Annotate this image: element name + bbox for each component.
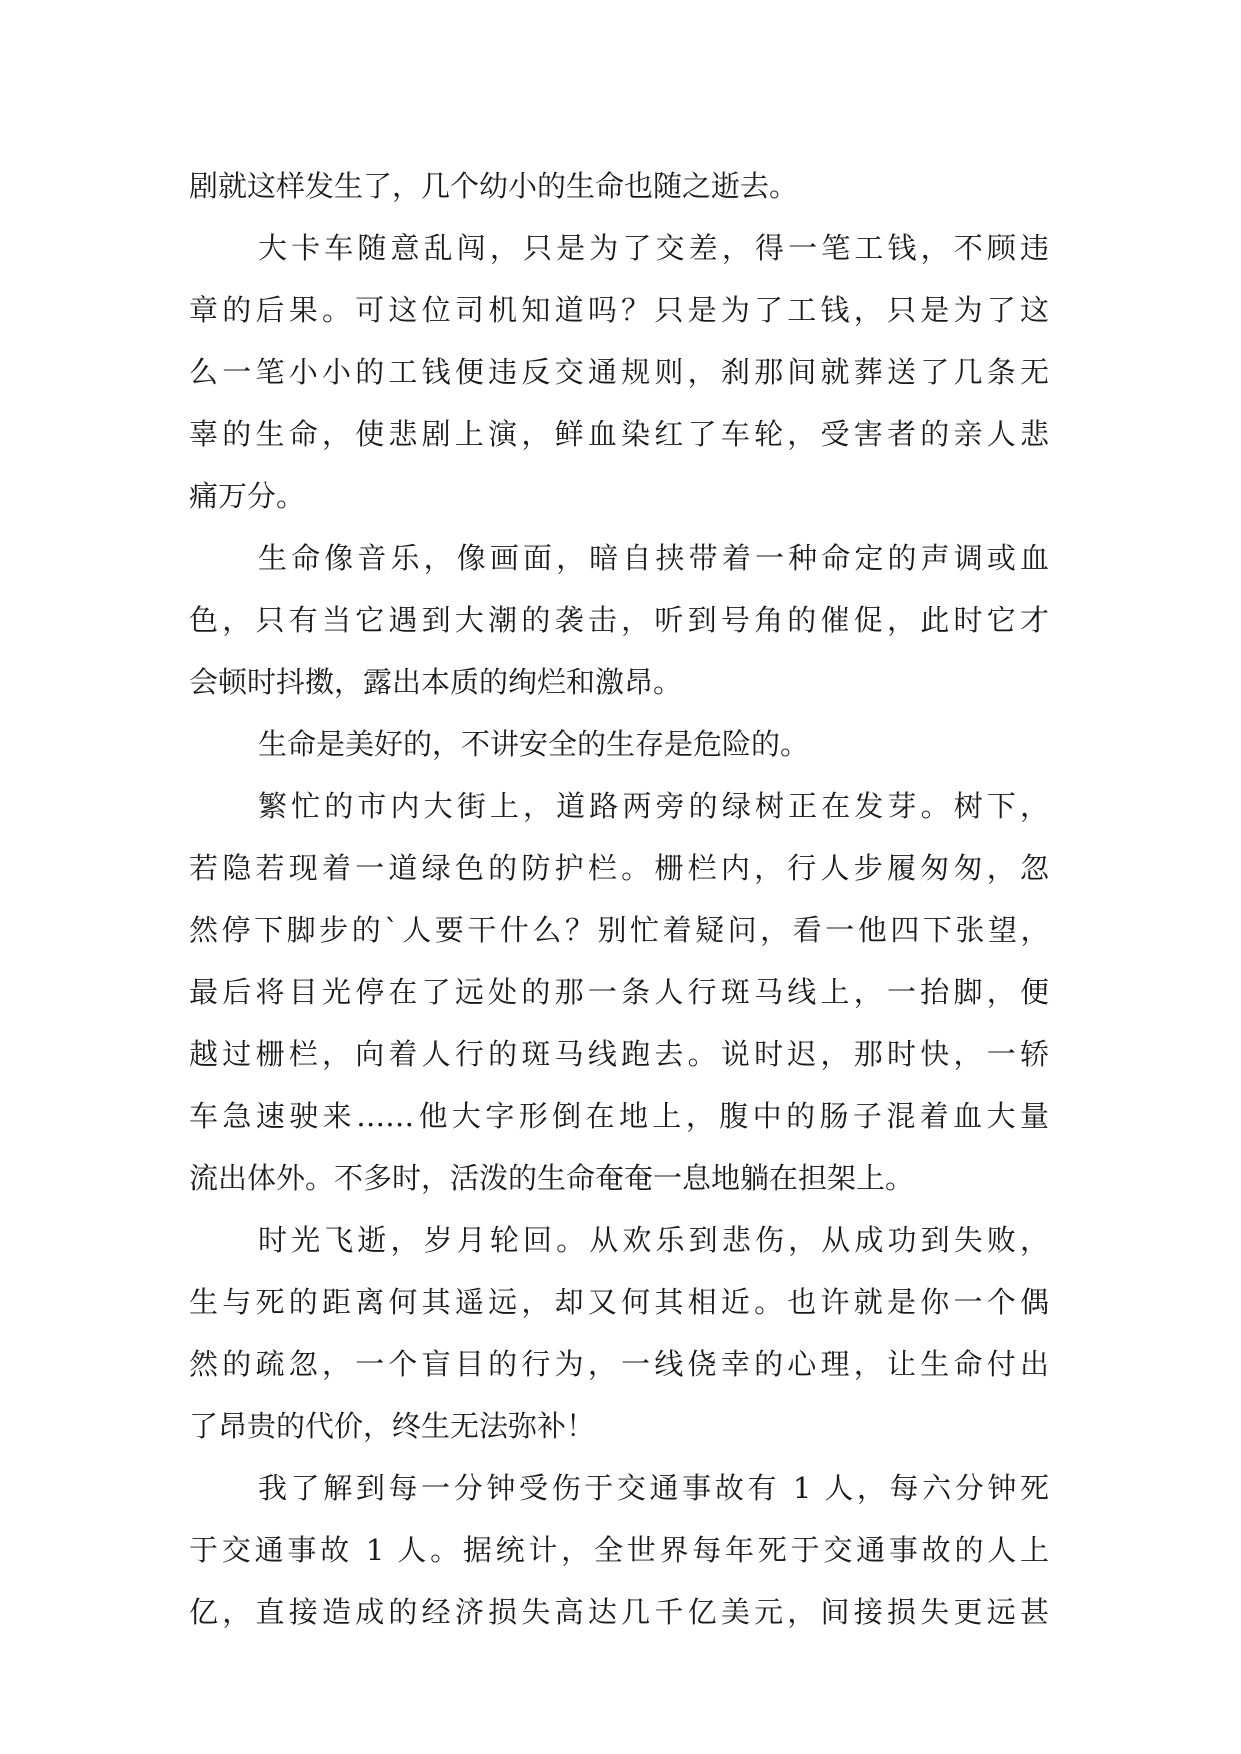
text-line: 越过栅栏，向着人行的斑马线跑去。说时迟，那时快，一轿 — [189, 1037, 1049, 1071]
text-line: 痛万分。 — [189, 479, 306, 513]
text-line: 亿，直接造成的经济损失高达几千亿美元，间接损失更远甚 — [189, 1595, 1049, 1629]
text-line: 时光飞逝，岁月轮回。从欢乐到悲伤，从成功到失败， — [258, 1223, 1049, 1257]
text-line: 车急速驶来……他大字形倒在地上，腹中的肠子混着血大量 — [189, 1099, 1049, 1133]
text-line: 生与死的距离何其遥远，却又何其相近。也许就是你一个偶 — [189, 1285, 1049, 1319]
text-line: 流出体外。不多时，活泼的生命奄奄一息地躺在担架上。 — [189, 1161, 915, 1195]
text-line: 我了解到每一分钟受伤于交通事故有 1 人，每六分钟死 — [258, 1471, 1049, 1505]
text-line: 生命像音乐，像画面，暗自挟带着一种命定的声调或血 — [258, 541, 1049, 575]
text-line: 章的后果。可这位司机知道吗？只是为了工钱，只是为了这 — [189, 293, 1049, 327]
text-line: 会顿时抖擞，露出本质的绚烂和激昂。 — [189, 665, 683, 699]
text-line: 辜的生命，使悲剧上演，鲜血染红了车轮，受害者的亲人悲 — [189, 417, 1049, 451]
document-body — [189, 155, 1049, 1643]
text-line: 繁忙的市内大街上，道路两旁的绿树正在发芽。树下， — [258, 789, 1049, 823]
text-line: 于交通事故 1 人。据统计，全世界每年死于交通事故的人上 — [189, 1533, 1049, 1567]
text-line: 最后将目光停在了远处的那一条人行斑马线上，一抬脚，便 — [189, 975, 1049, 1009]
text-line: 了昂贵的代价，终生无法弥补！ — [189, 1409, 596, 1443]
text-line: 然的疏忽，一个盲目的行为，一线侥幸的心理，让生命付出 — [189, 1347, 1049, 1381]
text-line: 大卡车随意乱闯，只是为了交差，得一笔工钱，不顾违 — [258, 231, 1049, 265]
text-line: 然停下脚步的`人要干什么？别忙着疑问，看一他四下张望， — [189, 913, 1049, 947]
text-line: 生命是美好的，不讲安全的生存是危险的。 — [258, 727, 810, 761]
text-line: 若隐若现着一道绿色的防护栏。栅栏内，行人步履匆匆，忽 — [189, 851, 1049, 885]
text-line: 色，只有当它遇到大潮的袭击，听到号角的催促，此时它才 — [189, 603, 1049, 637]
text-line: 剧就这样发生了，几个幼小的生命也随之逝去。 — [189, 169, 799, 203]
text-line: 么一笔小小的工钱便违反交通规则，刹那间就葬送了几条无 — [189, 355, 1049, 389]
